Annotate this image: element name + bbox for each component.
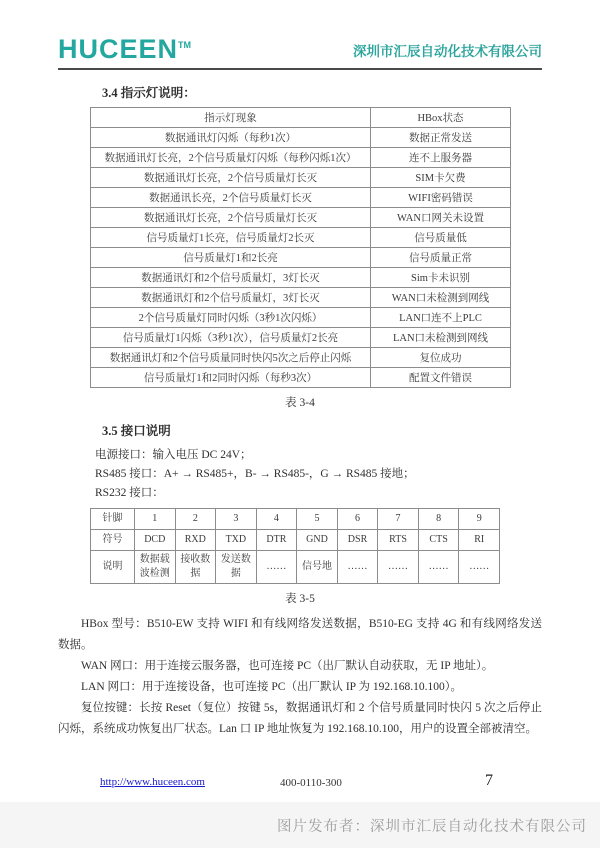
page-number: 7	[485, 772, 493, 789]
pin-row-label: 说明	[91, 551, 135, 584]
pin-row-label: 符号	[91, 530, 135, 551]
pin-cell: 5	[297, 509, 338, 530]
table-3-4-caption: 表 3-4	[285, 397, 315, 409]
hbox-status-cell: 连不上服务器	[371, 148, 511, 168]
hbox-model-paragraph: HBox 型号：B510-EW 支持 WIFI 和有线网络发送数据，B510-EG 支持 4G 和有线网络发送数据。	[58, 618, 542, 651]
indicator-phenomenon-cell: 数据通讯灯长亮，2个信号质量灯闪烁（每秒闪烁1次）	[91, 148, 371, 168]
pin-cell: ……	[459, 551, 500, 584]
hbox-status-cell: LAN口连不上PLC	[371, 308, 511, 328]
lan-port-paragraph: LAN 网口：用于连接设备，也可连接 PC（出厂默认 IP 为 192.168.10.100）。	[81, 681, 462, 693]
pin-cell: 8	[418, 509, 459, 530]
section-3-4-title: 3.4 指示灯说明：	[102, 86, 196, 100]
hbox-status-cell: LAN口未检测到网线	[371, 328, 511, 348]
indicator-phenomenon-cell: 数据通讯灯长亮，2个信号质量灯长灭	[91, 168, 371, 188]
hbox-status-header: HBox状态	[371, 108, 511, 128]
pin-cell: 7	[378, 509, 419, 530]
hbox-status-cell: SIM卡欠费	[371, 168, 511, 188]
table-row	[91, 509, 500, 530]
pin-cell: DTR	[256, 530, 297, 551]
table-row	[91, 248, 511, 268]
pin-cell: RTS	[378, 530, 419, 551]
company-name: 深圳市汇辰自动化技术有限公司	[353, 44, 542, 59]
rs232-pin-table	[90, 508, 500, 584]
hbox-status-cell: WAN口未检测到网线	[371, 288, 511, 308]
hbox-status-cell: 数据正常发送	[371, 128, 511, 148]
service-phone: 400-0110-300	[280, 777, 342, 789]
pin-cell: RI	[459, 530, 500, 551]
reset-button-paragraph: 复位按键：长按 Reset（复位）按键 5s，数据通讯灯和 2 个信号质量同时快闪 5 次之后停止闪烁，系统成功恢复出厂状态。Lan 口 IP 地址恢复为 192.168.10.100，用户的设置全部被清空。	[58, 702, 542, 735]
pin-cell: 2	[175, 509, 216, 530]
pin-cell: 数据载波检测	[135, 551, 176, 584]
pin-cell: 信号地	[297, 551, 338, 584]
table-row	[91, 168, 511, 188]
indicator-phenomenon-cell: 数据通讯灯长亮，2个信号质量灯长灭	[91, 208, 371, 228]
rs232-interface-line: RS232 接口：	[95, 487, 164, 499]
pin-cell: GND	[297, 530, 338, 551]
pin-cell: CTS	[418, 530, 459, 551]
pin-cell: ……	[337, 551, 378, 584]
pin-cell: DSR	[337, 530, 378, 551]
pin-table-body	[91, 509, 500, 584]
pin-cell: 1	[135, 509, 176, 530]
hbox-status-cell: 复位成功	[371, 348, 511, 368]
page-footer	[58, 772, 542, 796]
table-row	[91, 348, 511, 368]
table-row	[91, 188, 511, 208]
indicator-phenomenon-header: 指示灯现象	[91, 108, 371, 128]
trademark-mark: TM	[178, 40, 192, 50]
pin-cell: 接收数据	[175, 551, 216, 584]
pin-cell: TXD	[216, 530, 257, 551]
indicator-phenomenon-cell: 数据通讯灯和2个信号质量灯，3灯长灭	[91, 268, 371, 288]
description-paragraphs	[58, 614, 542, 740]
pin-cell: 6	[337, 509, 378, 530]
table-row	[91, 288, 511, 308]
table-row	[91, 551, 500, 584]
website-link[interactable]: http://www.huceen.com	[100, 776, 205, 788]
indicator-phenomenon-cell: 数据通讯灯闪烁（每秒1次）	[91, 128, 371, 148]
power-interface-line: 电源接口：输入电压 DC 24V；	[95, 449, 252, 461]
table-row	[91, 128, 511, 148]
indicator-table-body	[91, 128, 511, 388]
indicator-phenomenon-cell: 数据通讯灯和2个信号质量灯，3灯长灭	[91, 288, 371, 308]
pin-cell: DCD	[135, 530, 176, 551]
wan-port-paragraph: WAN 网口：用于连接云服务器，也可连接 PC（出厂默认自动获取，无 IP 地址）。	[81, 660, 494, 672]
pin-cell: 4	[256, 509, 297, 530]
table-row	[91, 208, 511, 228]
table-row	[91, 368, 511, 388]
indicator-phenomenon-cell: 2个信号质量灯同时闪烁（3秒1次闪烁）	[91, 308, 371, 328]
hbox-status-cell: WAN口网关未设置	[371, 208, 511, 228]
indicator-phenomenon-cell: 数据通讯灯和2个信号质量同时快闪5次之后停止闪烁	[91, 348, 371, 368]
table-header-row	[91, 108, 511, 128]
page-header	[58, 0, 542, 70]
section-3-5-title: 3.5 接口说明	[102, 424, 171, 438]
pin-cell: ……	[256, 551, 297, 584]
pin-cell: 9	[459, 509, 500, 530]
table-row	[91, 228, 511, 248]
logo-text: HUCEEN	[58, 34, 179, 64]
table-3-5-caption: 表 3-5	[285, 593, 315, 605]
pin-cell: ……	[418, 551, 459, 584]
pin-cell: 3	[216, 509, 257, 530]
watermark-band	[0, 802, 600, 848]
indicator-phenomenon-cell: 信号质量灯1长亮，信号质量灯2长灭	[91, 228, 371, 248]
indicator-phenomenon-cell: 信号质量灯1闪烁（3秒1次），信号质量灯2长亮	[91, 328, 371, 348]
indicator-phenomenon-cell: 信号质量灯1和2同时闪烁（每秒3次）	[91, 368, 371, 388]
pin-cell: RXD	[175, 530, 216, 551]
publisher-watermark: 图片发布者：深圳市汇辰自动化技术有限公司	[277, 819, 587, 835]
hbox-status-cell: Sim卡未识别	[371, 268, 511, 288]
hbox-status-cell: 配置文件错误	[371, 368, 511, 388]
rs485-interface-line: RS485 接口：A+ → RS485+，B- → RS485-，G → RS485 接地；	[95, 468, 415, 480]
huceen-logo	[58, 36, 191, 63]
pin-row-label: 针脚	[91, 509, 135, 530]
pin-cell: ……	[378, 551, 419, 584]
table-row	[91, 328, 511, 348]
indicator-phenomenon-cell: 信号质量灯1和2长亮	[91, 248, 371, 268]
hbox-status-cell: WIFI密码错误	[371, 188, 511, 208]
indicator-phenomenon-cell: 数据通讯长亮，2个信号质量灯长灭	[91, 188, 371, 208]
table-row	[91, 268, 511, 288]
pin-cell: 发送数据	[216, 551, 257, 584]
table-row	[91, 530, 500, 551]
hbox-status-cell: 信号质量低	[371, 228, 511, 248]
table-row	[91, 148, 511, 168]
table-row	[91, 308, 511, 328]
indicator-status-table	[90, 107, 511, 388]
hbox-status-cell: 信号质量正常	[371, 248, 511, 268]
